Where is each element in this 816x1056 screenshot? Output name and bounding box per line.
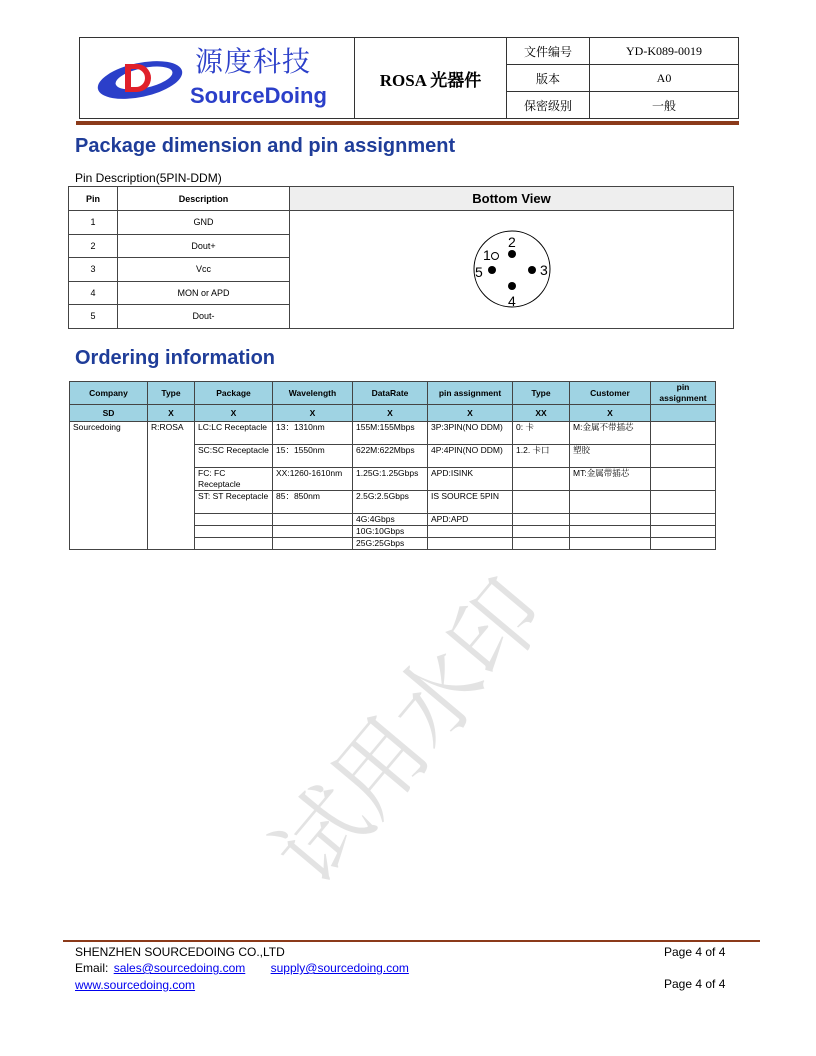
footer-divider xyxy=(63,940,760,942)
footer-page: Page 4 of 4 xyxy=(664,977,726,991)
pin-label: 3 xyxy=(539,262,548,279)
meta-value: A0 xyxy=(590,65,739,92)
logo-cell xyxy=(80,38,355,119)
code-cell: X xyxy=(353,405,428,422)
ordering-cell: APD:ISINK xyxy=(428,468,513,491)
ordering-cell xyxy=(651,422,716,445)
pin-label: 4 xyxy=(507,293,516,310)
col-header: DataRate xyxy=(353,382,428,405)
ordering-cell: R:ROSA xyxy=(148,422,195,550)
meta-value: 一般 xyxy=(590,92,739,119)
ordering-cell: MT:金属带插芯 xyxy=(570,468,651,491)
ordering-cell xyxy=(273,538,353,550)
ordering-cell: APD:APD xyxy=(428,514,513,526)
ordering-cell: 塑胶 xyxy=(570,445,651,468)
pin-description: GND xyxy=(118,211,290,235)
ordering-cell xyxy=(428,526,513,538)
code-cell: X xyxy=(195,405,273,422)
code-cell xyxy=(651,405,716,422)
pin-caption: Pin Description(5PIN-DDM) xyxy=(75,171,222,185)
meta-value: YD-K089-0019 xyxy=(590,38,739,65)
ordering-cell: IS SOURCE 5PIN xyxy=(428,491,513,514)
col-header: Type xyxy=(148,382,195,405)
meta-label: 文件编号 xyxy=(507,38,590,65)
code-cell: SD xyxy=(70,405,148,422)
col-header: Package xyxy=(195,382,273,405)
ordering-cell: 4G:4Gbps xyxy=(353,514,428,526)
col-header: pin assignment xyxy=(651,382,716,405)
col-header: Bottom View xyxy=(290,187,734,211)
ordering-cell: 1.25G:1.25Gbps xyxy=(353,468,428,491)
code-cell: X xyxy=(273,405,353,422)
product-title: ROSA 光器件 xyxy=(355,38,507,119)
ordering-cell: 1.2. 卡口 xyxy=(513,445,570,468)
ordering-cell xyxy=(651,491,716,514)
ordering-cell xyxy=(513,468,570,491)
ordering-cell: M:金属不带插芯 xyxy=(570,422,651,445)
email-supply-link[interactable]: supply@sourcedoing.com xyxy=(270,961,409,975)
logo-icon xyxy=(95,54,185,104)
ordering-cell xyxy=(513,538,570,550)
ordering-cell: 155M:155Mbps xyxy=(353,422,428,445)
ordering-cell xyxy=(570,514,651,526)
watermark: 试用水印 xyxy=(254,560,566,905)
col-header: Description xyxy=(118,187,290,211)
ordering-cell xyxy=(513,491,570,514)
ordering-cell xyxy=(570,491,651,514)
logo-en: SourceDoing xyxy=(190,83,327,108)
ordering-cell: 13：1310nm xyxy=(273,422,353,445)
ordering-cell: 2.5G:2.5Gbps xyxy=(353,491,428,514)
ordering-cell xyxy=(195,538,273,550)
col-header: Company xyxy=(70,382,148,405)
table-row xyxy=(69,211,734,235)
header-divider xyxy=(76,121,739,125)
code-cell: XX xyxy=(513,405,570,422)
website-link[interactable]: www.sourcedoing.com xyxy=(75,978,196,992)
ordering-cell: SC:SC Receptacle xyxy=(195,445,273,468)
ordering-cell: 85：850nm xyxy=(273,491,353,514)
col-header: Wavelength xyxy=(273,382,353,405)
pin-table xyxy=(68,186,734,329)
ordering-cell: XX:1260-1610nm xyxy=(273,468,353,491)
table-row xyxy=(70,422,716,445)
logo-cn: 源度科技 xyxy=(195,45,312,78)
ordering-cell xyxy=(195,514,273,526)
pin-number: 5 xyxy=(69,305,118,329)
ordering-cell xyxy=(273,514,353,526)
ordering-cell xyxy=(513,514,570,526)
footer-company: SHENZHEN SOURCEDOING CO.,LTD xyxy=(75,945,285,959)
ordering-cell xyxy=(651,468,716,491)
pin-number: 1 xyxy=(69,211,118,235)
pin-label: 5 xyxy=(474,264,483,281)
meta-label: 保密级别 xyxy=(507,92,590,119)
ordering-cell xyxy=(513,526,570,538)
pin-description: Dout+ xyxy=(118,234,290,258)
code-cell: X xyxy=(570,405,651,422)
doc-header-table xyxy=(79,37,739,119)
ordering-cell: 622M:622Mbps xyxy=(353,445,428,468)
col-header: pin assignment xyxy=(428,382,513,405)
ordering-cell xyxy=(651,526,716,538)
email-sales-link[interactable]: sales@sourcedoing.com xyxy=(113,961,246,975)
pin-number: 2 xyxy=(69,234,118,258)
col-header: Customer xyxy=(570,382,651,405)
ordering-table xyxy=(69,381,716,550)
ordering-cell xyxy=(570,526,651,538)
email-label: Email: xyxy=(75,961,109,975)
ordering-cell xyxy=(651,538,716,550)
ordering-cell: 25G:25Gbps xyxy=(353,538,428,550)
bottom-view-diagram xyxy=(452,219,572,319)
ordering-cell: LC:LC Receptacle xyxy=(195,422,273,445)
ordering-cell: Sourcedoing xyxy=(70,422,148,550)
meta-label: 版本 xyxy=(507,65,590,92)
ordering-cell xyxy=(570,538,651,550)
col-header: Type xyxy=(513,382,570,405)
pin-label: 1 xyxy=(482,247,491,264)
pin-description: Vcc xyxy=(118,258,290,282)
ordering-cell: 4P:4PIN(NO DDM) xyxy=(428,445,513,468)
section-title-ordering: Ordering information xyxy=(75,347,275,369)
pin-number: 4 xyxy=(69,281,118,305)
ordering-cell: 0: 卡 xyxy=(513,422,570,445)
pin-label: 2 xyxy=(507,234,516,251)
ordering-cell: 10G:10Gbps xyxy=(353,526,428,538)
section-title-package: Package dimension and pin assignment xyxy=(75,135,456,157)
ordering-cell: FC: FC Receptacle xyxy=(195,468,273,491)
ordering-cell xyxy=(273,526,353,538)
pin-number: 3 xyxy=(69,258,118,282)
code-cell: X xyxy=(148,405,195,422)
footer-page: Page 4 of 4 xyxy=(664,945,726,959)
col-header: Pin xyxy=(69,187,118,211)
ordering-cell: ST: ST Receptacle xyxy=(195,491,273,514)
ordering-cell xyxy=(651,445,716,468)
bottom-view-cell xyxy=(290,211,734,329)
code-cell: X xyxy=(428,405,513,422)
ordering-cell xyxy=(195,526,273,538)
ordering-cell: 3P:3PIN(NO DDM) xyxy=(428,422,513,445)
ordering-cell xyxy=(651,514,716,526)
pin-description: MON or APD xyxy=(118,281,290,305)
pin-description: Dout- xyxy=(118,305,290,329)
ordering-cell: 15：1550nm xyxy=(273,445,353,468)
ordering-cell xyxy=(428,538,513,550)
footer-email-line xyxy=(75,961,409,975)
